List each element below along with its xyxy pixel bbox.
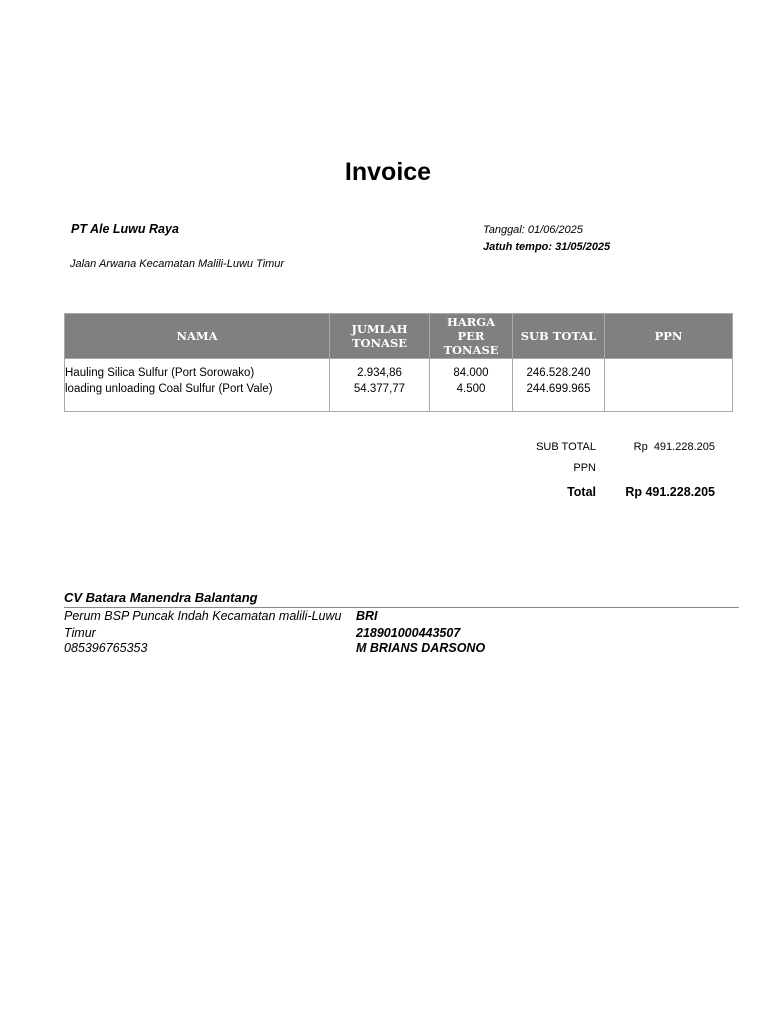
vendor-address-line2: Timur — [64, 626, 96, 640]
summary-subtotal-value: Rp 491.228.205 — [633, 441, 715, 453]
cell-harga-per-tonase — [430, 359, 513, 412]
summary-ppn-label: PPN — [573, 462, 596, 474]
column-header-ppn — [605, 314, 733, 359]
item-subtotal: 246.528.240 — [526, 367, 591, 379]
item-subtotal: 244.699.965 — [526, 382, 591, 395]
item-unit-price: 4.500 — [456, 382, 486, 395]
bank-name: BRI — [356, 609, 378, 623]
column-header-harga-per-tonase — [430, 314, 513, 359]
column-header-harga-line2: PER — [457, 329, 485, 343]
column-header-jumlah-line2: TONASE — [351, 336, 408, 350]
cell-jumlah-tonase — [330, 359, 430, 412]
column-header-jumlah-tonase — [330, 314, 430, 359]
client-name: PT Ale Luwu Raya — [71, 222, 179, 236]
due-date: Jatuh tempo: 31/05/2025 — [483, 241, 611, 253]
invoice-items-table — [64, 313, 733, 412]
summary-subtotal-label: SUB TOTAL — [536, 441, 596, 453]
cell-sub-total — [513, 359, 605, 412]
item-name: loading unloading Coal Sulfur (Port Vale) — [65, 382, 273, 395]
invoice-date: Tanggal: 01/06/2025 — [483, 224, 583, 236]
table-row — [65, 359, 733, 412]
bank-account-number: 218901000443507 — [356, 626, 461, 640]
column-header-jumlah-line1: JUMLAH — [351, 322, 408, 336]
item-name: Hauling Silica Sulfur (Port Sorowako) — [65, 367, 255, 379]
vendor-name: CV Batara Manendra Balantang — [64, 590, 258, 605]
cell-ppn — [605, 359, 733, 412]
item-quantity: 2.934,86 — [357, 367, 402, 379]
column-header-nama-label: NAMA — [176, 329, 218, 343]
summary-total-value: Rp 491.228.205 — [625, 485, 715, 499]
column-header-sub-total-label: SUB TOTAL — [520, 329, 597, 343]
vendor-address-line1: Perum BSP Puncak Indah Kecamatan malili-Luwu — [64, 609, 342, 623]
invoice-title: Invoice — [344, 158, 432, 186]
item-quantity: 54.377,77 — [353, 382, 406, 395]
table-header-row — [65, 314, 733, 359]
item-unit-price: 84.000 — [453, 367, 489, 379]
summary-total-label: Total — [567, 485, 596, 499]
vendor-phone: 085396765353 — [64, 641, 148, 655]
client-address: Jalan Arwana Kecamatan Malili-Luwu Timur — [70, 258, 285, 270]
column-header-ppn-label: PPN — [654, 329, 683, 343]
column-header-harga-line3: TONASE — [443, 343, 499, 357]
column-header-harga-line1: HARGA — [446, 315, 496, 329]
column-header-nama — [65, 314, 330, 359]
cell-nama — [65, 359, 330, 412]
bank-account-holder: M BRIANS DARSONO — [356, 641, 486, 655]
vendor-divider — [64, 607, 739, 608]
column-header-sub-total — [513, 314, 605, 359]
